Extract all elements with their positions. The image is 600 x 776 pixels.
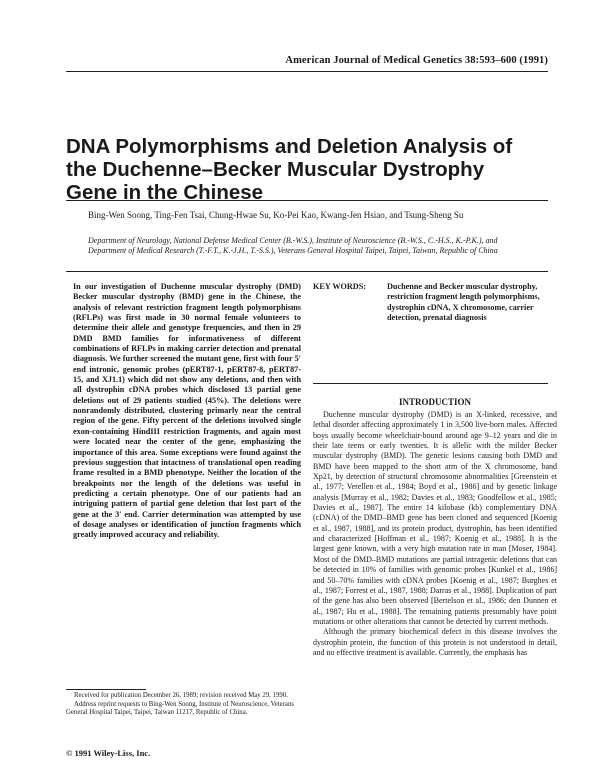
article-title: DNA Polymorphisms and Deletion Analysis of the Duchenne–Becker Muscular Dystrophy Gene in the Chinese bbox=[66, 135, 513, 204]
reprint-footnote: Address reprint requests to Bing-Wen Soong, Institute of Neuroscience, Veterans General Hospital Taipei, Taipei, Taiwan 11217, Republic of China. bbox=[66, 700, 294, 717]
author-list: Bing-Wen Soong, Ting-Fen Tsai, Chung-Hwae Su, Ko-Pei Kao, Kwang-Jen Hsiao, and Tsung-Sheng Su bbox=[88, 210, 464, 220]
journal-header: American Journal of Medical Genetics 38:593–600 (1991) bbox=[285, 55, 548, 66]
copyright-notice: © 1991 Wiley-Liss, Inc. bbox=[66, 748, 151, 758]
introduction-heading: INTRODUCTION bbox=[398, 397, 471, 407]
keywords-rule bbox=[313, 383, 548, 384]
abstract: In our investigation of Duchenne muscular dystrophy (DMD) Becker muscular dystrophy (BMD) gene in the Chinese, the analysis of relevant restriction fragment length polymorphisms (RFLPs) was first made in 30 normal female volunteers to determine their allele and genotype frequencies, and then in 29 DMD BMD families for informativeness of different combinations of RFLPs in making carrier detection and prenatal diagnosis. We further screened the mutant gene, first with four 5′ end intronic, genomic probes (pERT87-1, pERT87-8, pERT87-15, and XJ1.1) which did not show any deletions, and then with all dystrophin cDNA probes which disclosed 13 partial gene deletions out of 29 patients studied (45%). The deletions were nonrandomly distributed, clustering primarly near the central region of the gene. Fifty percent of the deletions involved single exon-containing HindIII restriction fragments, and again most were located near the center of the gene, emphasizing the importance of this area. Some exceptions were found against the previous suggestion that intactness of translational open reading frame resulted in a BMD phenotype. Neither the location of the breakpoints nor the length of the deletions was useful in predicting a certain phenotype. One of our patients had an intriguing pattern of partial gene deletion that lost part of the gene at the 3′ end. Carrier determination was attempted by use of dosage analyses or identification of junction fragments which greatly improved accuracy and reliability. bbox=[73, 282, 301, 540]
introduction-paragraph: Although the primary biochemical defect in this disease involves the dystrophin protein, the function of this protein is not understood in detail, and no effective treatment is available. Currently, the emphasis has bbox=[313, 627, 557, 657]
keywords-label: KEY WORDS: bbox=[313, 282, 366, 291]
footnote-rule bbox=[66, 689, 146, 690]
affiliation-rule bbox=[66, 271, 548, 272]
footnotes bbox=[66, 692, 298, 718]
introduction-paragraph: Duchenne muscular dystrophy (DMD) is an X-linked, recessive, and lethal disorder affecting approximately 1 in 3,500 live-born males. Affected boys usually become wheelchair-bound around age 9–12 years and die in their late teens or early twenties. It is allelic with the milder Becker muscular dystrophy (BMD). The genetic lesions causing both DMD and BMD have been mapped to the short arm of the X chromosome, band Xp21, by detection of structural chromosome abnormalities [Greenstein et al., 1977; Verellen et al., 1984; Boyd et al., 1986] and by genetic linkage analysis [Murray et al., 1982; Davies et al., 1983; Goodfellow et al., 1985; Davies et al., 1987]. The entire 14 kilobase (kb) complementary DNA (cDNA) of the DMD–BMD gene has been cloned and sequenced [Koenig et al., 1987, 1988], and its protein product, dystrophin, has been identified and characterized [Hoffman et al., 1987; Koenig et al., 1988]. It is the largest gene known, with a very high mutation rate in man [Moser, 1984]. Most of the DMD–BMD mutations are partial intragenic deletions that can be detected in 10% of families with genomic probes [Kunkel et al., 1986] and 50–70% families with cDNA probes [Koenig et al., 1987; Burghes et al., 1987; Forrest et al., 1987, 1988; Darras et al., 1988]. Duplication of part of the gene has also been observed [Bertelson et al., 1986; den Dunnen et al., 1987; Hu et al., 1988]. The remaining patients presumably have point mutations or other alterations that cannot be detected by current methods. bbox=[313, 410, 557, 626]
keywords-text: Duchenne and Becker muscular dystrophy, restriction fragment length polymorphisms, dystrophin cDNA, X chromosome, carrier detection, prenatal diagnosis bbox=[387, 282, 540, 323]
title-rule bbox=[66, 200, 548, 201]
introduction-body bbox=[313, 410, 557, 658]
affiliations: Department of Neurology, National Defense Medical Center (B.-W.S.), Institute of Neuroscience (B.-W.S., C.-H.S., K.-P.K.), and Department of Medical Research (T.-F.T., K.-J.H., T.-S.S.), Veterans General Hospital Taipei, Taipei, Taiwan, Republic of China bbox=[88, 236, 498, 256]
received-footnote: Received for publication December 26, 1989; revision received May 29, 1990. bbox=[74, 692, 288, 699]
header-rule bbox=[66, 71, 548, 72]
keywords-block bbox=[313, 282, 557, 323]
